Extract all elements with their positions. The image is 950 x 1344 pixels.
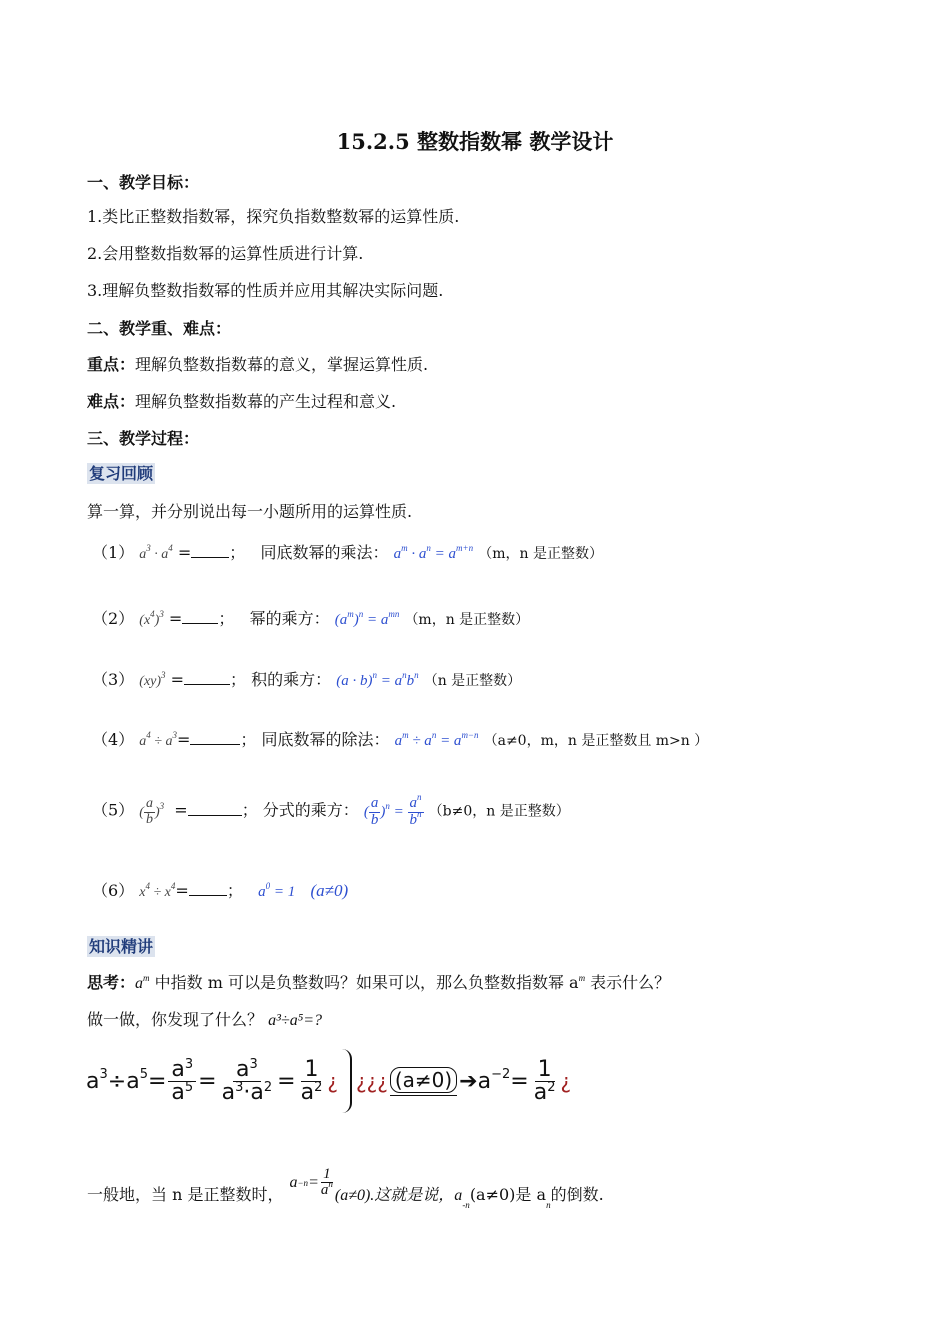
review-item-2: （2） $(x^4)^3$ = ； 幂的乘方： $(a^m)^n = a^{mn}$ （m，n 是正整数） <box>92 609 530 628</box>
goal-2: 2.会用整数指数幂的运算性质进行计算. <box>87 244 364 263</box>
general-statement: 一般地，当 n 是正整数时， a −n = $\frac{1}{a^n}$ (a≠0).这就是说，a -n (a≠0)是 a n 的倒数. <box>87 1165 604 1210</box>
process-heading: 三、教学过程： <box>87 429 200 448</box>
rule-name: 积的乘方： <box>251 670 332 689</box>
page-title: 15.2.5 整数指数幂 教学设计 <box>336 129 614 154</box>
do-it-line <box>87 1007 322 1030</box>
review-intro: 算一算，并分别说出每一小题所用的运算性质. <box>87 502 413 521</box>
rule-name: 分式的乘方： <box>262 800 359 820</box>
think-question: 思考：$a^m$ 中指数 m 可以是负整数吗？如果可以，那么负整数指数幂 $a^m$ 表示什么？ <box>87 973 671 992</box>
general-middle: (a≠0).这就是说，a <box>334 1187 463 1204</box>
derivation-formula: $a^3\div a^5=$ $\frac{a^3}{a^5}$ = $\frac{a^3}{a^3\cdot a^2}$ = $\frac{1}{a^2}$ ¿ ¿¿¿ (a≠0) $➔a^{-2}=$ $\frac{1}{a^2}$ ¿ <box>86 1046 571 1116</box>
key-text: 理解负整数指数幕的意义，掌握运算性质. <box>135 355 429 374</box>
item-number: （1） <box>92 543 135 562</box>
key-label: 重点： <box>87 355 136 374</box>
garbled-glyphs: ¿¿¿ <box>355 1069 388 1093</box>
key-heading: 二、教学重、难点： <box>87 319 232 338</box>
do-it-expression: a³÷a⁵=? <box>268 1012 323 1029</box>
think-tail: 表示什么？ <box>585 973 671 992</box>
review-tag-label: 复习回顾 <box>89 464 154 483</box>
review-item-5: （5） ( $\frac{a}{b}$ )$^3$ = ； 分式的乘方： ( $\frac{a}{b}$ )$^n$ = $\frac{a^n}{b^n}$ （b≠0，n 是正整数） <box>92 792 570 828</box>
review-item-3: （3） (xy)$^3$ = ； 积的乘方： $(a \cdot b)^n = a^nb^n$ （n 是正整数） <box>92 670 522 689</box>
think-label: 思考： <box>87 973 136 992</box>
rule-name: 同底数幂的乘法： <box>260 543 389 562</box>
general-middle-2: (a≠0)是 a <box>469 1185 547 1204</box>
key-point <box>87 352 428 375</box>
rule-condition: （a≠0，m，n 是正整数且 m>n ） <box>483 733 709 749</box>
rule-condition: （m，n 是正整数） <box>404 612 530 628</box>
general-start: 一般地，当 n 是正整数时， <box>87 1185 284 1204</box>
goals-heading: 一、教学目标： <box>87 173 200 192</box>
knowledge-tag-label: 知识精讲 <box>89 937 154 956</box>
rule-name: 同底数幂的除法： <box>261 730 390 749</box>
item-number: （6） <box>92 881 135 900</box>
general-end: 的倒数. <box>550 1185 604 1204</box>
do-it-text: 做一做，你发现了什么？ <box>87 1010 264 1029</box>
item-number: （4） <box>92 730 135 749</box>
rule-name: 幂的乘方： <box>249 609 330 628</box>
rule-condition: （b≠0，n 是正整数） <box>428 803 570 820</box>
item-number: （3） <box>92 670 135 689</box>
rule-condition: (a≠0) <box>310 881 349 900</box>
difficult-point <box>87 389 396 412</box>
think-text: 中指数 m 可以是负整数吗？如果可以，那么负整数指数幂 a <box>154 973 579 992</box>
rule-condition: （n 是正整数） <box>423 673 522 689</box>
review-item-4: （4） $a^4 \div a^3=$ ； 同底数幂的除法： $a^m \div a^n = a^{m-n}$ （a≠0，m，n 是正整数且 m>n ） <box>92 730 709 749</box>
review-item-1: （1） $a^3 \cdot a^4$ = ； 同底数幂的乘法： $a^m \cdot a^n = a^{m+n}$ （m，n 是正整数） <box>92 543 603 562</box>
diff-text: 理解负整数指数幕的产生过程和意义. <box>135 392 397 411</box>
goal-3: 3.理解负整数指数幂的性质并应用其解决实际问题. <box>87 281 444 300</box>
knowledge-tag <box>87 934 155 957</box>
derivation-condition: (a≠0) <box>390 1067 457 1093</box>
rule-condition: （m，n 是正整数） <box>478 546 603 562</box>
review-tag <box>87 461 155 484</box>
item-number: （5） <box>92 800 135 820</box>
review-item-6: （6） $x^4 \div x^4=$ ； $a^0 = 1$ (a≠0) <box>92 881 349 900</box>
diff-label: 难点： <box>87 392 136 411</box>
item-number: （2） <box>92 609 135 628</box>
goal-1: 1.类比正整数指数幂，探究负指数整数幂的运算性质. <box>87 207 460 226</box>
